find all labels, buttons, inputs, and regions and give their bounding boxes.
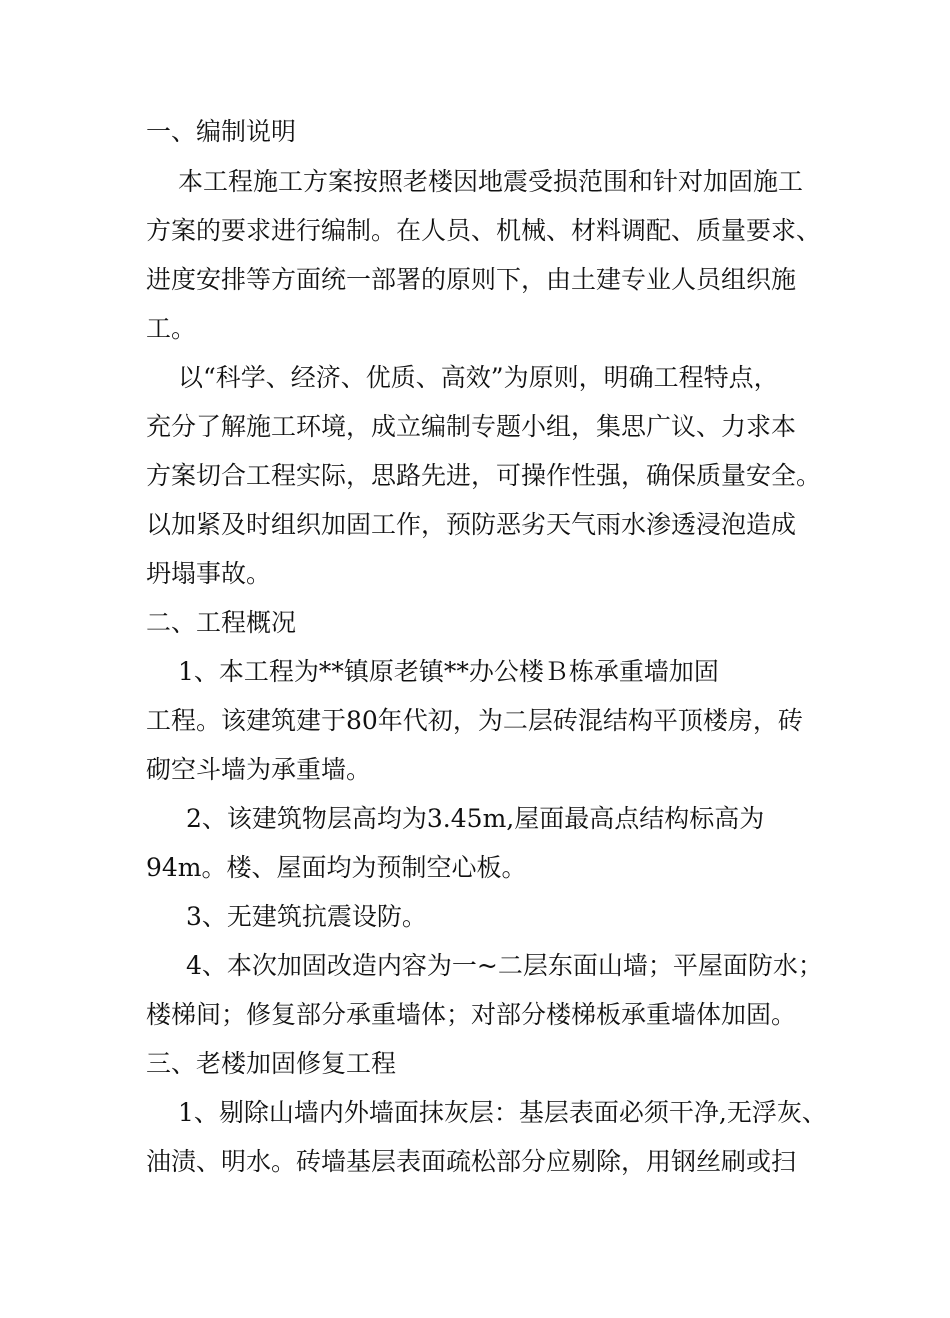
paragraph-line: 2、该建筑物层高均为3.45m,屋面最高点结构标高为 (186, 804, 765, 833)
paragraph-line: 4、本次加固改造内容为一~二层东面山墙；平屋面防水； (186, 951, 823, 980)
paragraph-line: 以加紧及时组织加固工作，预防恶劣天气雨水渗透浸泡造成 (146, 510, 797, 539)
paragraph-line: 工程。该建筑建于80年代初，为二层砖混结构平顶楼房，砖 (146, 706, 803, 735)
paragraph-line: 方案的要求进行编制。在人员、机械、材料调配、质量要求、 (146, 216, 822, 245)
paragraph-line: 砌空斗墙为承重墙。 (146, 755, 372, 784)
paragraph-line: 工。 (146, 314, 197, 343)
paragraph-line: 94m。楼、屋面均为预制空心板。 (146, 853, 527, 882)
section-heading: 一、编制说明 (146, 117, 297, 146)
section-heading: 三、老楼加固修复工程 (146, 1049, 397, 1078)
paragraph-line: 1、本工程为**镇原老镇**办公楼Ｂ栋承重墙加固 (178, 657, 719, 686)
paragraph-line: 油渍、明水。砖墙基层表面疏松部分应剔除，用钢丝刷或扫 (146, 1147, 797, 1176)
section-heading: 二、工程概况 (146, 608, 297, 637)
paragraph-line: 本工程施工方案按照老楼因地震受损范围和针对加固施工 (178, 167, 804, 196)
paragraph-line: 1、剔除山墙内外墙面抹灰层：基层表面必须干净,无浮灰、 (178, 1098, 827, 1127)
paragraph-line: 方案切合工程实际，思路先进，可操作性强，确保质量安全。 (146, 461, 822, 490)
paragraph-line: 充分了解施工环境，成立编制专题小组，集思广议、力求本 (146, 412, 797, 441)
paragraph-line: 以“科学、经济、优质、高效”为原则，明确工程特点， (178, 363, 779, 392)
paragraph-line: 进度安排等方面统一部署的原则下，由土建专业人员组织施 (146, 265, 797, 294)
paragraph-line: 楼梯间；修复部分承重墙体；对部分楼梯板承重墙体加固。 (146, 1000, 797, 1029)
paragraph-line: 坍塌事故。 (146, 559, 272, 588)
paragraph-line: 3、无建筑抗震设防。 (186, 902, 427, 931)
